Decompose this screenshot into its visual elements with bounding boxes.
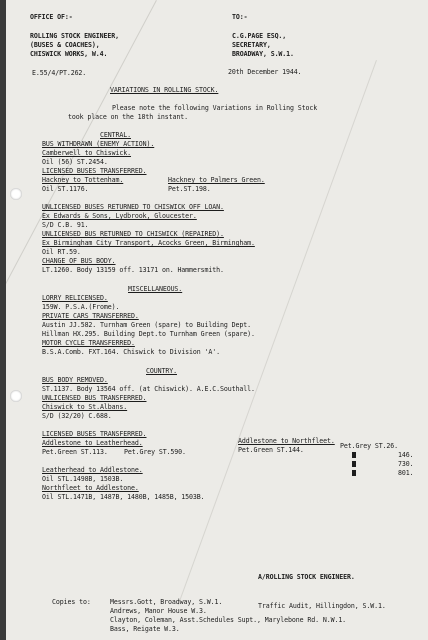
country-line: Pet.Grey ST.590. — [124, 448, 186, 456]
country-line: ST.1137. Body 13564 off. (at Chiswick). A.E.C.Southall. — [42, 385, 255, 393]
country-line: 730. — [398, 460, 414, 468]
misc-subheading: PRIVATE CARS TRANSFERRED. — [42, 312, 139, 320]
central-line: Hackney to Tottenham. — [42, 176, 124, 184]
from-line: ROLLING STOCK ENGINEER, — [30, 32, 120, 40]
central-line: Ex Edwards & Sons, Lydbrook, Gloucester. — [42, 212, 197, 220]
ditto-mark — [352, 461, 356, 467]
central-line: LT.1260. Body 13159 off. 13171 on. Hammersmith. — [42, 266, 224, 274]
copies-line: Messrs.Gott, Broadway, S.W.1. — [110, 598, 223, 606]
country-line: Pet.Green ST.144. — [238, 446, 304, 454]
misc-line: B.S.A.Comb. FXT.164. Chiswick to Division 'A'. — [42, 348, 221, 356]
central-line: Oil (56) ST.2454. — [42, 158, 108, 166]
from-line: (BUSES & COACHES), — [30, 41, 100, 49]
country-line: Pet.Grey ST.26. — [340, 442, 399, 450]
country-line: 146. — [398, 451, 414, 459]
central-line: Pet.ST.198. — [168, 185, 211, 193]
country-line: Leatherhead to Addlestone. — [42, 466, 143, 474]
misc-subheading: LORRY RELICENSED. — [42, 294, 108, 302]
central-line: S/D C.B. 91. — [42, 221, 89, 229]
country-line: Addlestone to Northfleet. — [238, 437, 335, 445]
office-of-label: OFFICE OF:- — [30, 13, 73, 21]
country-line: 801. — [398, 469, 414, 477]
central-subheading: UNLICENSED BUSES RETURNED TO CHISWICK OFF LOAN. — [42, 203, 224, 211]
section-heading-central: CENTRAL. — [100, 131, 131, 139]
copies-line: Andrews, Manor House W.3. — [110, 607, 207, 615]
country-subheading: BUS BODY REMOVED. — [42, 376, 108, 384]
country-line: Addlestone to Leatherhead. — [42, 439, 143, 447]
country-line: S/D (32/20) C.688. — [42, 412, 112, 420]
central-line: Oil RT.59. — [42, 248, 81, 256]
misc-subheading: MOTOR CYCLE TRANSFERRED. — [42, 339, 135, 347]
ditto-mark — [352, 452, 356, 458]
memo-sheet — [6, 0, 428, 640]
central-subheading: CHANGE OF BUS BODY. — [42, 257, 116, 265]
central-line: Oil ST.1176. — [42, 185, 89, 193]
punch-hole — [10, 390, 22, 402]
to-line: BROADWAY, S.W.1. — [232, 50, 294, 58]
country-line: Pet.Green ST.113. — [42, 448, 108, 456]
section-heading-miscellaneous: MISCELLANEOUS. — [128, 285, 183, 293]
central-subheading: BUS WITHDRAWN (ENEMY ACTION). — [42, 140, 155, 148]
country-subheading: UNLICENSED BUS TRANSFERRED. — [42, 394, 147, 402]
to-label: TO:- — [232, 13, 248, 21]
ditto-mark — [352, 470, 356, 476]
intro-line: Please note the following Variations in Rolling Stock — [112, 104, 318, 112]
central-line: Hackney to Palmers Green. — [168, 176, 265, 184]
country-line: Northfleet to Addlestone. — [42, 484, 139, 492]
copies-line: Bass, Reigate W.3. — [110, 625, 180, 633]
signature-line: A/ROLLING STOCK ENGINEER. — [258, 573, 355, 581]
misc-line: Austin JJ.582. Turnham Green (spare) to Building Dept. — [42, 321, 251, 329]
central-subheading: UNLICENSED BUS RETURNED TO CHISWICK (REPAIRED). — [42, 230, 224, 238]
copies-line: Traffic Audit, Hillingdon, S.W.1. — [258, 602, 386, 610]
misc-line: Hillman HX.295. Building Dept.to Turnham Green (spare). — [42, 330, 255, 338]
country-subheading: LICENSED BUSES TRANSFERRED. — [42, 430, 147, 438]
misc-line: 159W. P.S.A.(Frome). — [42, 303, 120, 311]
memo-date: 20th December 1944. — [228, 68, 302, 76]
country-line: Oil STL.1471B, 1487B, 1480B, 1485B, 1503B. — [42, 493, 205, 501]
reference-number: E.55/4/PT.262. — [32, 69, 87, 77]
copies-label: Copies to: — [52, 598, 91, 606]
copies-line: Clayton, Coleman, Asst.Schedules Supt., Marylebone Rd. N.W.1. — [110, 616, 347, 624]
central-subheading: LICENSED BUSES TRANSFERRED. — [42, 167, 147, 175]
to-line: SECRETARY, — [232, 41, 271, 49]
memo-title: VARIATIONS IN ROLLING STOCK. — [110, 86, 219, 94]
section-heading-country: COUNTRY. — [146, 367, 177, 375]
central-line: Camberwell to Chiswick. — [42, 149, 132, 157]
intro-line: took place on the 18th instant. — [68, 113, 188, 121]
to-line: C.G.PAGE ESQ., — [232, 32, 287, 40]
country-line: Oil STL.1498B, 1503B. — [42, 475, 124, 483]
central-line: Ex Birmingham City Transport, Acocks Green, Birmingham. — [42, 239, 255, 247]
punch-hole — [10, 188, 22, 200]
country-line: Chiswick to St.Albans. — [42, 403, 128, 411]
from-line: CHISWICK WORKS, W.4. — [30, 50, 108, 58]
